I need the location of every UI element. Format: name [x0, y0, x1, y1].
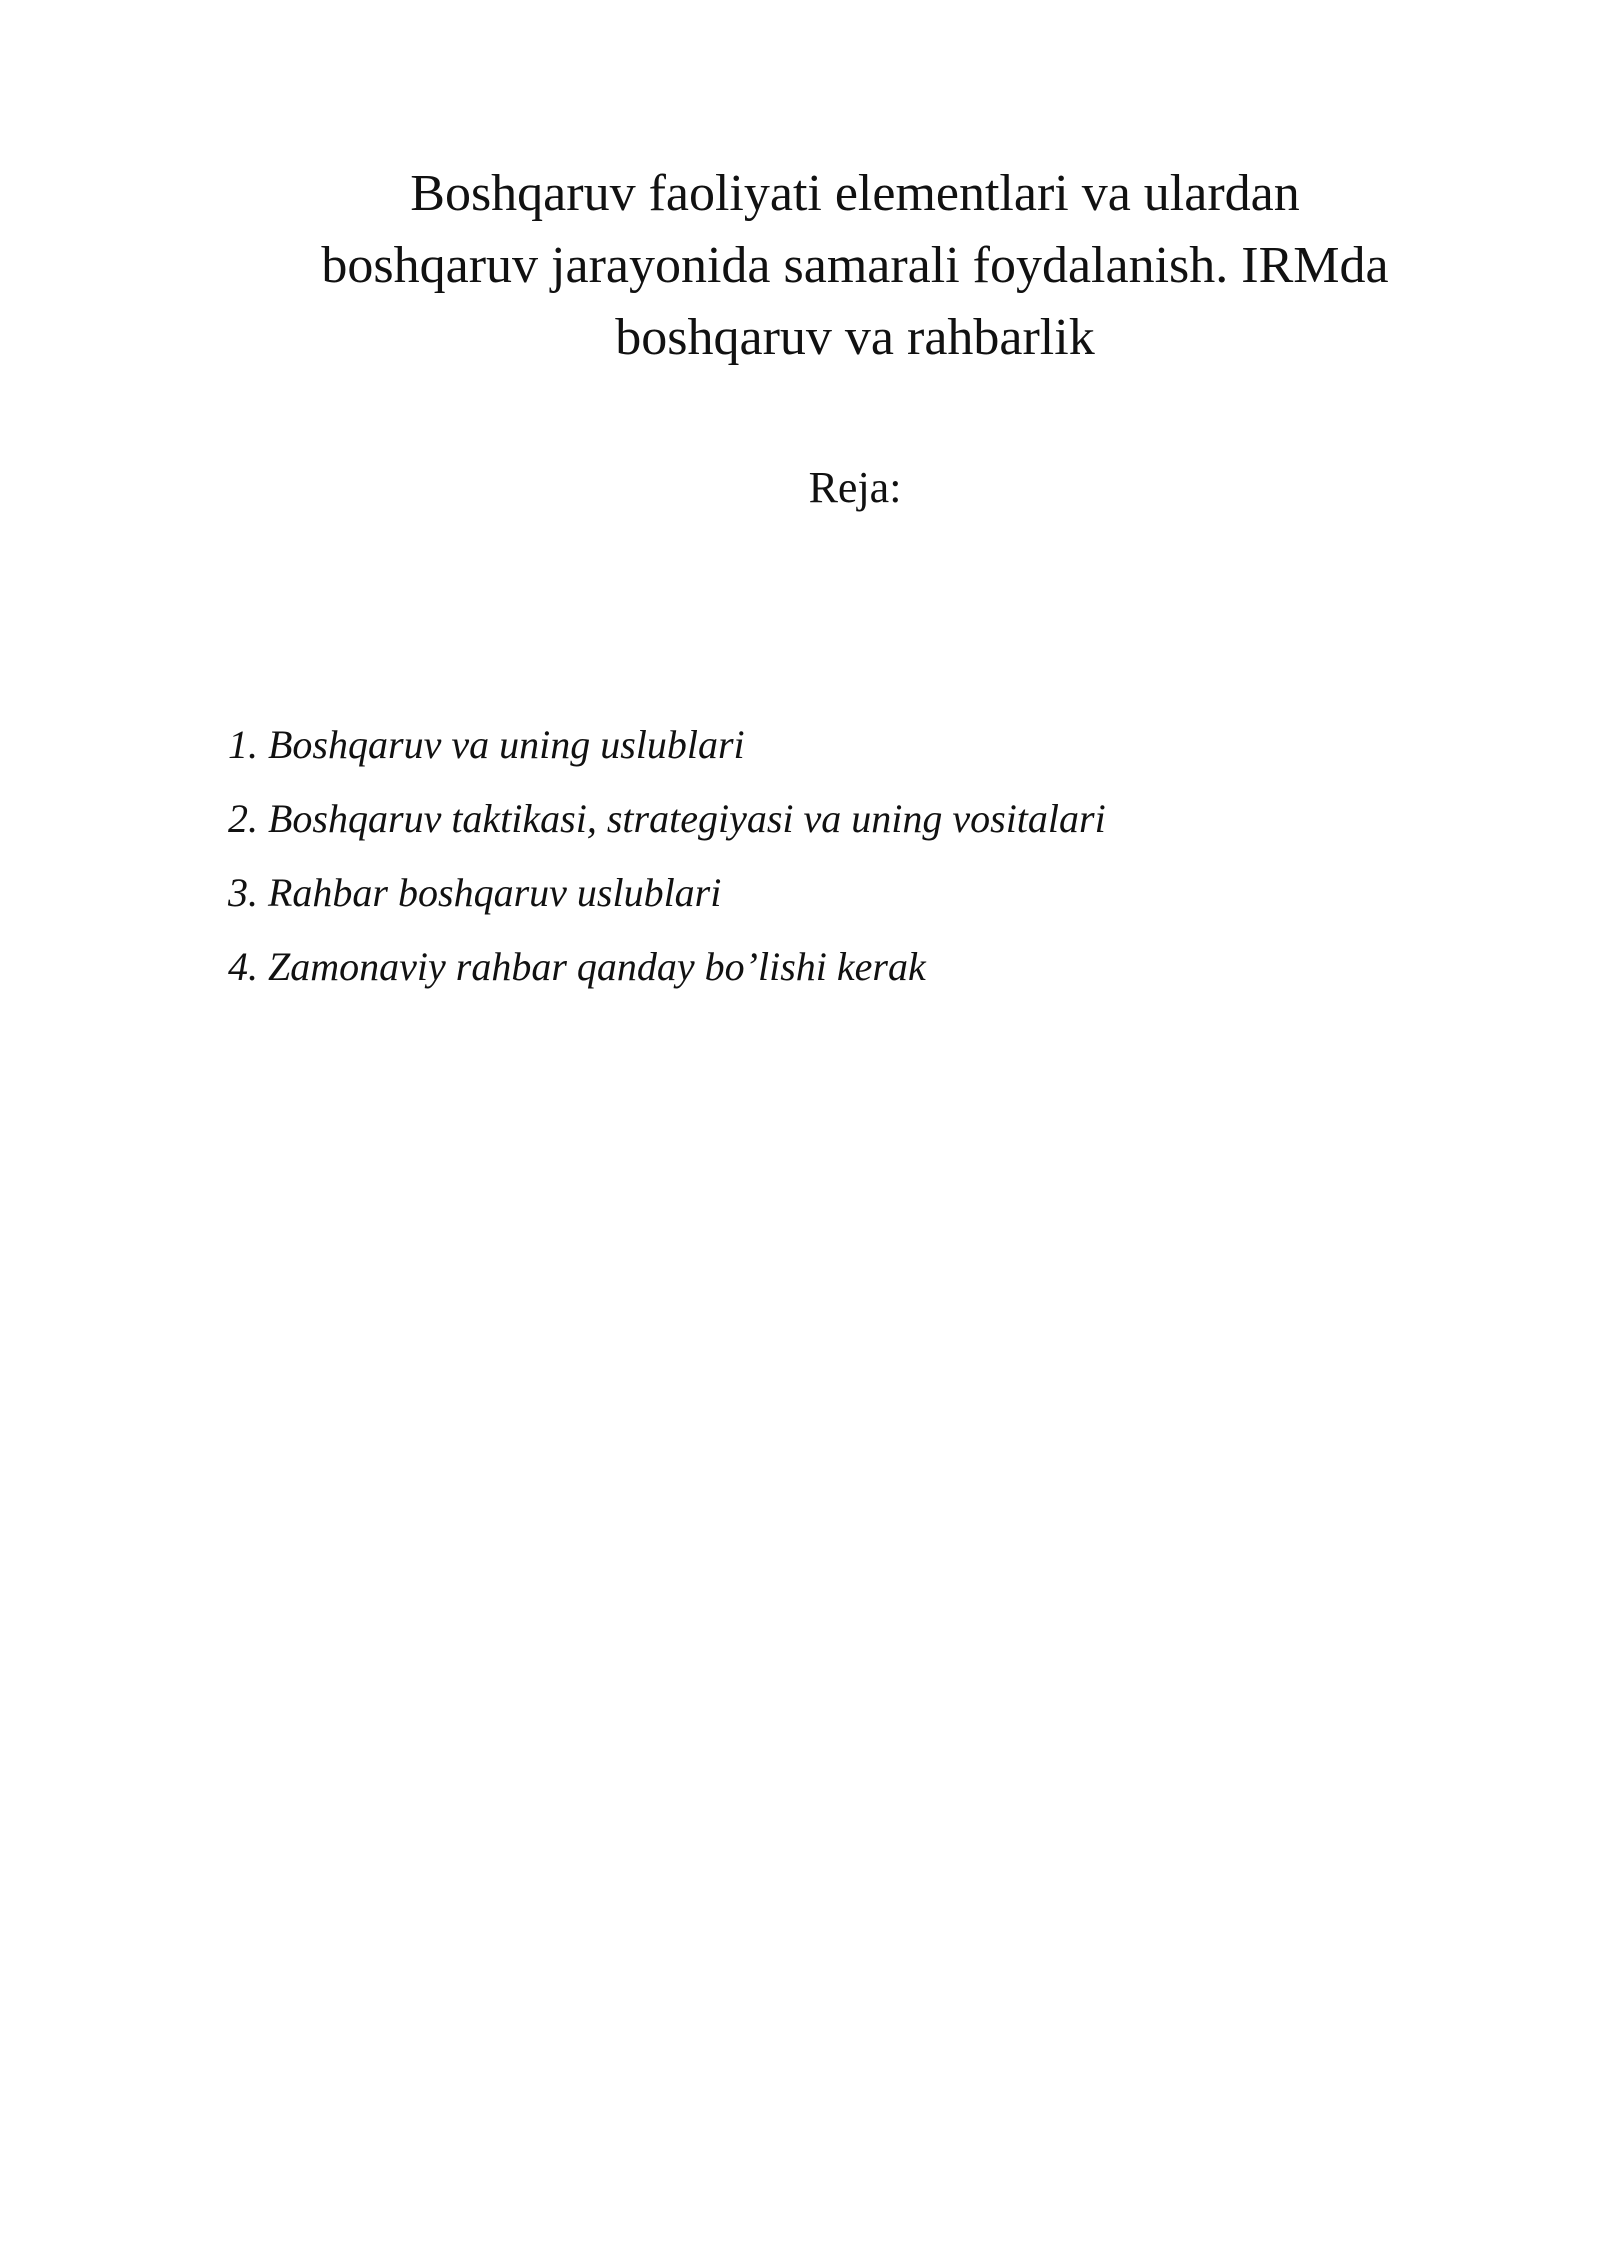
plan-item: 2. Boshqaruv taktikasi, strategiyasi va uning vositalari [228, 796, 1106, 841]
plan-item: 4. Zamonaviy rahbar qanday bo’lishi kerak [228, 944, 926, 989]
title-line: Boshqaruv faoliyati elementlari va ulardan [410, 165, 1300, 222]
title-line: boshqaruv va rahbarlik [615, 309, 1095, 366]
plan-heading: Reja: [808, 463, 902, 512]
plan-item: 3. Rahbar boshqaruv uslublari [228, 870, 722, 915]
title-line: boshqaruv jarayonida samarali foydalanish. IRMda [321, 237, 1389, 294]
plan-item: 1. Boshqaruv va uning uslublari [228, 722, 745, 767]
plan-list [228, 708, 1106, 1004]
document-title [200, 158, 1510, 374]
